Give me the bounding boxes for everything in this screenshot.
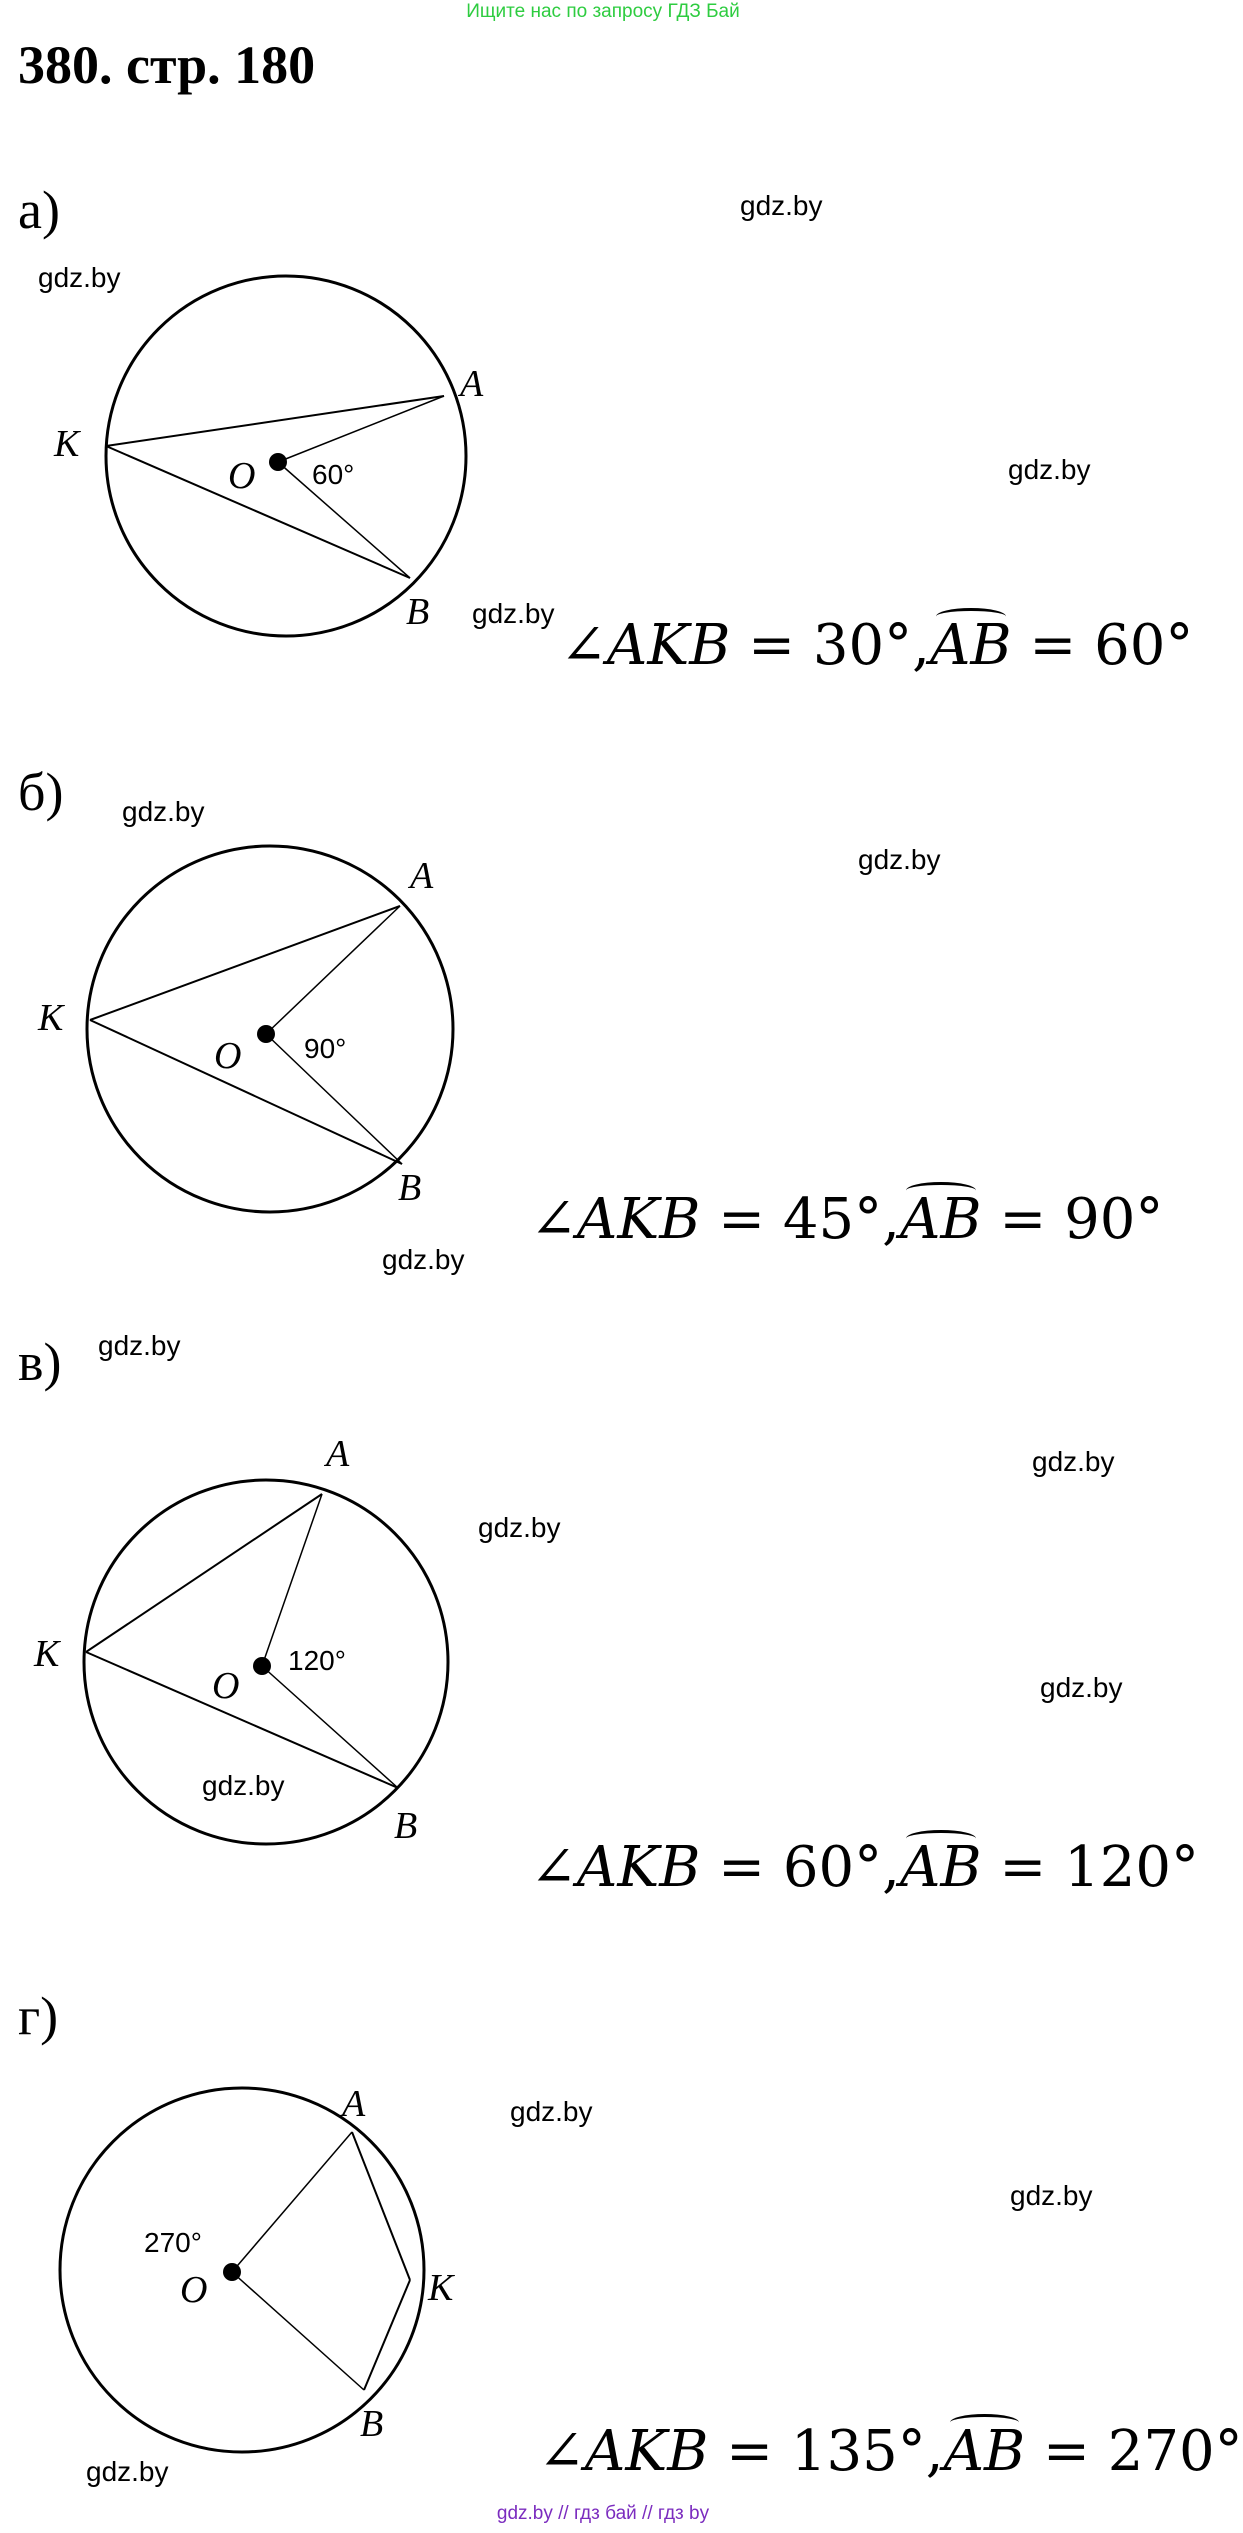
arc-name: AB: [929, 613, 1012, 678]
watermark: gdz.by: [98, 1330, 181, 1361]
center-point: [269, 453, 287, 471]
angle-value: = 60°,: [718, 1835, 900, 1900]
watermark: gdz.by: [1040, 1672, 1123, 1703]
circle: [60, 2088, 424, 2452]
center-point: [253, 1657, 271, 1675]
radius-oa: [262, 1494, 322, 1666]
center-point: [223, 2263, 241, 2281]
watermark: gdz.by: [86, 2456, 169, 2487]
part-label-b: б): [18, 762, 64, 822]
central-angle-label: 120°: [288, 1645, 346, 1676]
answer-b: [530, 1188, 1163, 1252]
label-o: O: [214, 1035, 242, 1077]
watermark: gdz.by: [510, 2096, 593, 2127]
part-label-v: в): [18, 1332, 62, 1392]
watermark: gdz.by: [1032, 1446, 1115, 1477]
page-title: 380. стр. 180: [18, 35, 316, 95]
chord-kb: [86, 1652, 398, 1788]
chord-ka: [106, 396, 444, 446]
label-b: B: [360, 2403, 384, 2445]
label-b: B: [394, 1805, 418, 1847]
watermark: gdz.by: [382, 1244, 465, 1275]
angle-name: AKB: [606, 613, 731, 678]
chord-kb: [106, 446, 410, 578]
answer-v: [530, 1836, 1199, 1900]
watermark: gdz.by: [1010, 2180, 1093, 2211]
label-b: B: [398, 1167, 422, 1209]
angle-symbol: ∠: [538, 2419, 585, 2484]
angle-name: AKB: [576, 1187, 701, 1252]
label-b: B: [406, 591, 430, 633]
label-k: K: [38, 997, 64, 1039]
answer-a: [560, 614, 1193, 678]
angle-symbol: ∠: [560, 613, 607, 678]
figure-g: [0, 2070, 600, 2470]
label-k: K: [428, 2267, 454, 2309]
central-angle-label: 270°: [144, 2227, 202, 2258]
circle: [106, 276, 466, 636]
radius-oa: [278, 396, 444, 462]
arc-value: = 270°: [1043, 2419, 1243, 2484]
watermark: gdz.by: [472, 598, 555, 629]
label-k: K: [34, 1633, 60, 1675]
part-label-g: г): [18, 1986, 59, 2046]
angle-symbol: ∠: [530, 1187, 577, 1252]
footer-links[interactable]: gdz.by // гдз бай // гдз by: [496, 2503, 710, 2524]
arc-value: = 60°: [1029, 613, 1194, 678]
part-label-a: а): [18, 180, 60, 240]
watermark: gdz.by: [740, 190, 823, 221]
angle-name: AKB: [584, 2419, 709, 2484]
center-point: [257, 1025, 275, 1043]
arc-value: = 120°: [999, 1835, 1199, 1900]
central-angle-label: 60°: [312, 459, 355, 490]
watermark: gdz.by: [122, 796, 205, 827]
label-a: A: [342, 2083, 366, 2125]
label-o: O: [180, 2269, 208, 2311]
label-a: A: [410, 855, 434, 897]
top-banner: Ищите нас по запросу ГДЗ Бай: [466, 1, 740, 22]
radius-ob: [232, 2272, 364, 2390]
angle-value: = 45°,: [718, 1187, 900, 1252]
angle-name: AKB: [576, 1835, 701, 1900]
chord-bk: [364, 2280, 410, 2390]
chord-ka: [90, 906, 400, 1020]
angle-symbol: ∠: [530, 1835, 577, 1900]
chord-ka: [86, 1494, 322, 1652]
chord-kb: [90, 1020, 402, 1164]
watermark: gdz.by: [858, 844, 941, 875]
label-o: O: [228, 455, 256, 497]
arc-name: AB: [943, 2419, 1026, 2484]
label-a: A: [460, 363, 484, 405]
central-angle-label: 90°: [304, 1033, 347, 1064]
watermark: gdz.by: [478, 1512, 561, 1543]
figure-a: [0, 270, 600, 670]
arc-value: = 90°: [999, 1187, 1164, 1252]
label-k: K: [54, 423, 80, 465]
watermark: gdz.by: [38, 262, 121, 293]
watermark: gdz.by: [1008, 454, 1091, 485]
radius-ob: [262, 1666, 398, 1788]
label-a: A: [326, 1433, 350, 1475]
figure-v: [0, 1430, 600, 1850]
arc-name: AB: [899, 1187, 982, 1252]
watermark: gdz.by: [202, 1770, 285, 1801]
arc-name: AB: [899, 1835, 982, 1900]
radius-oa: [266, 906, 400, 1034]
label-o: O: [212, 1665, 240, 1707]
answer-g: [538, 2420, 1243, 2484]
angle-value: = 30°,: [748, 613, 930, 678]
radius-oa: [232, 2132, 352, 2272]
figure-b: [0, 830, 600, 1250]
angle-value: = 135°,: [726, 2419, 944, 2484]
